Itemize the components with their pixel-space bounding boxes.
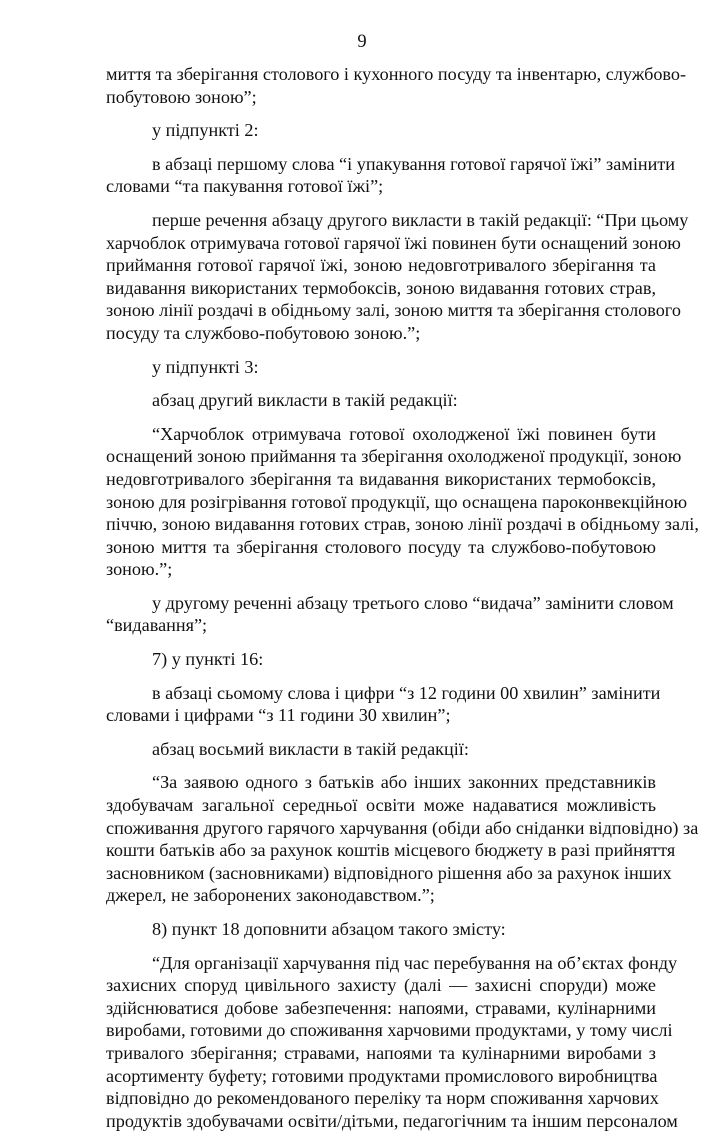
text-line: у другому реченні абзацу третього слово “видача” замінити словом bbox=[152, 592, 674, 613]
paragraph bbox=[106, 153, 676, 198]
text-line: перше речення абзацу другого викласти в такій редакції: “При цьому bbox=[152, 209, 689, 230]
text-line: посуду та службово-побутовою зоною.”; bbox=[106, 322, 421, 343]
text-line: “Харчоблок отримувача готової охолодженої їжі повинен бути bbox=[152, 423, 656, 444]
paragraph bbox=[106, 119, 656, 142]
paragraph bbox=[106, 356, 656, 379]
text-line: здійснюватися добове забезпечення: напоями, стравами, кулінарними bbox=[106, 997, 656, 1018]
text-line: “За заявою одного з батьків або інших законних представників bbox=[152, 772, 656, 793]
text-line: 8) пункт 18 доповнити абзацом такого змісту: bbox=[152, 919, 506, 939]
text-line: приймання готової гарячої їжі, зоною недовготривалого зберігання та bbox=[106, 255, 656, 276]
text-line: “видавання”; bbox=[106, 615, 208, 636]
text-line: зоною.”; bbox=[106, 559, 173, 580]
paragraph bbox=[106, 592, 674, 637]
text-line: піччю, зоною видавання готових страв, зоною лінії роздачі в обідньому залі, bbox=[106, 514, 699, 535]
text-line: в абзаці сьомому слова і цифри “з 12 години 00 хвилин” замінити bbox=[152, 682, 661, 703]
text-line: відповідно до рекомендованого переліку та норм споживання харчових bbox=[106, 1088, 659, 1109]
text-line: недовготривалого зберігання та видавання використаних термобоксів, bbox=[106, 468, 656, 489]
text-line: абзац восьмий викласти в такій редакції: bbox=[152, 738, 469, 759]
text-line: миття та зберігання столового і кухонного посуду та інвентарю, службово- bbox=[106, 64, 687, 84]
text-line: засновником (засновниками) відповідного рішення або за рахунок інших bbox=[106, 862, 672, 883]
text-line: зоною лінії роздачі в обідньому залі, зоною миття та зберігання столового bbox=[106, 300, 681, 321]
document-body bbox=[106, 63, 699, 1143]
paragraph bbox=[106, 771, 699, 907]
text-line: виробами, готовими до споживання харчовими продуктами, у тому числі bbox=[106, 1020, 673, 1041]
text-line: оснащений зоною приймання та зберігання охолодженої продукції, зоною bbox=[106, 446, 682, 467]
text-line: побутовою зоною”; bbox=[106, 86, 257, 107]
paragraph bbox=[106, 63, 687, 108]
text-line: харчоблок отримувача готової гарячої їжі повинен бути оснащений зоною bbox=[106, 232, 681, 253]
paragraph bbox=[106, 682, 661, 727]
text-line: споживання другого гарячого харчування (обіди або сніданки відповідно) за bbox=[106, 817, 699, 838]
text-line: 7) у пункті 16: bbox=[152, 649, 264, 670]
text-line: в абзаці першому слова “і упакування готової гарячої їжі” замінити bbox=[152, 153, 676, 174]
text-line: “Для організації харчування під час перебування на об’єктах фонду bbox=[152, 952, 678, 973]
text-line: у підпункті 3: bbox=[152, 356, 259, 377]
paragraph bbox=[106, 648, 656, 671]
text-line: джерел, не заборонених законодавством.”; bbox=[106, 885, 435, 906]
paragraph bbox=[106, 423, 699, 581]
paragraph bbox=[106, 738, 656, 761]
text-line: здобувачам загальної середньої освіти може надаватися можливість bbox=[106, 795, 656, 816]
paragraph bbox=[106, 952, 678, 1133]
text-line: словами “та пакування готової їжі”; bbox=[106, 176, 384, 197]
text-line: у підпункті 2: bbox=[152, 120, 259, 141]
text-line: зоною для розігрівання готової продукції, що оснащена пароконвекційною bbox=[106, 491, 688, 512]
paragraph bbox=[106, 209, 689, 345]
text-line: видавання використаних термобоксів, зоною видавання готових страв, bbox=[106, 277, 656, 298]
text-line: словами і цифрами “з 11 години 30 хвилин”; bbox=[106, 705, 451, 726]
text-line: продуктів здобувачами освіти/дітьми, педагогічним та іншим персоналом bbox=[106, 1110, 678, 1131]
text-line: захисних споруд цивільного захисту (далі — захисні споруди) може bbox=[106, 975, 656, 996]
text-line: абзац другий викласти в такій редакції: bbox=[152, 390, 458, 411]
text-line: тривалого зберігання; стравами, напоями та кулінарними виробами з bbox=[106, 1042, 656, 1063]
paragraph bbox=[106, 918, 656, 941]
text-line: асортименту буфету; готовими продуктами промислового виробництва bbox=[106, 1065, 658, 1086]
paragraph bbox=[106, 389, 656, 412]
text-line: зоною миття та зберігання столового посуду та службово-побутовою bbox=[106, 536, 656, 557]
page-number: 9 bbox=[357, 32, 367, 52]
text-line: кошти батьків або за рахунок коштів місцевого бюджету в разі прийняття bbox=[106, 840, 676, 861]
